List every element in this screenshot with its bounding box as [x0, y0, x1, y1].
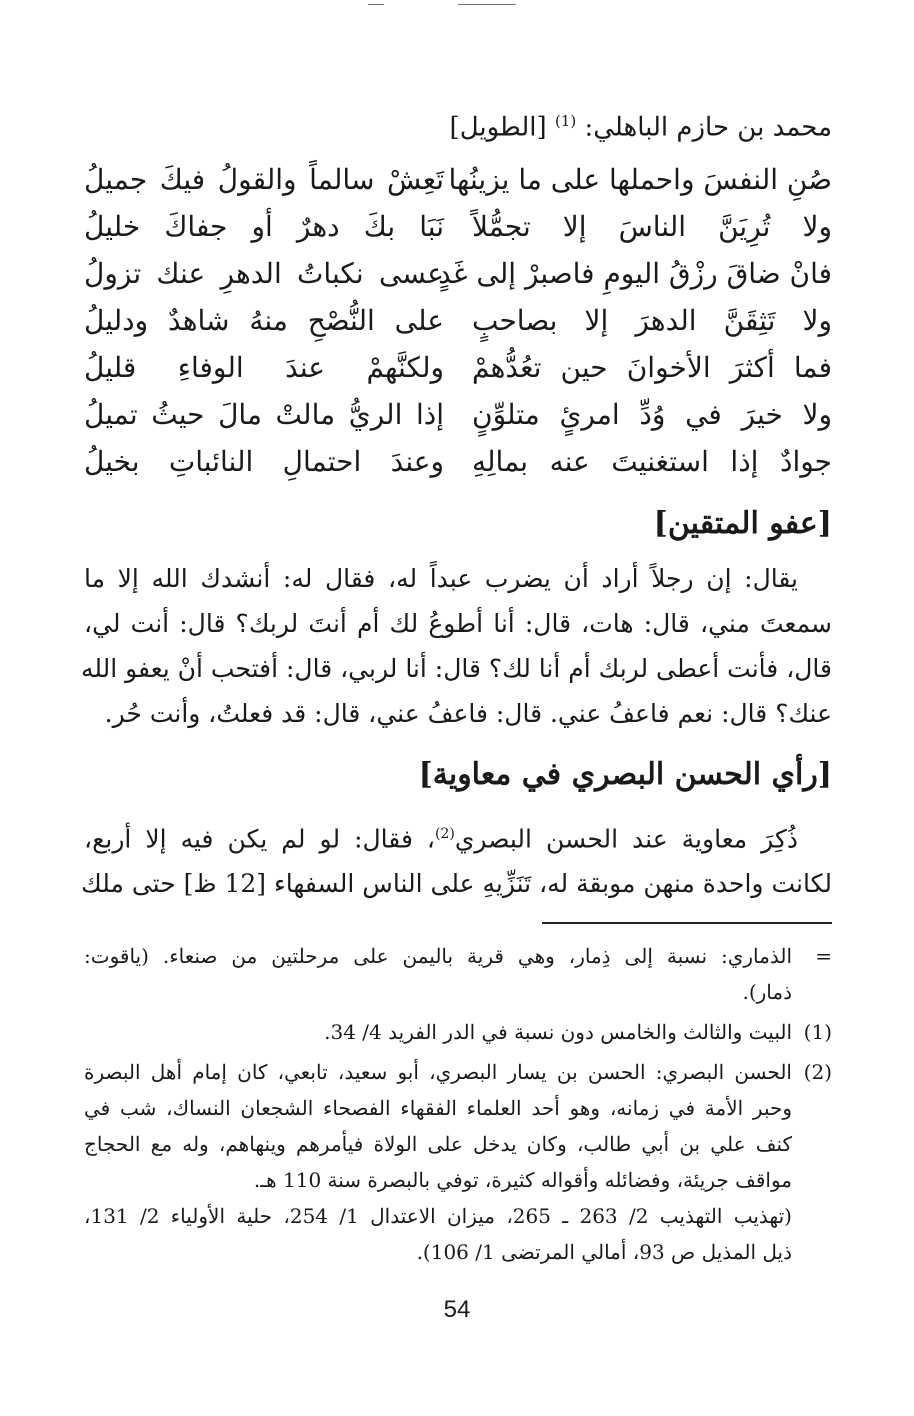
footnote-ref-2: (2): [434, 826, 455, 842]
verse-first-hemistich: ولا خيرَ في وُدِّ امرئٍ متلوِّنٍ: [472, 398, 832, 431]
paragraph-line: عنك؟ قال: نعم فاعفُ عني. قال: فاعفُ عني، قال: قد فعلتُ، وأنت حُر.: [104, 699, 832, 728]
section-heading-hasan: [رأي الحسن البصري في معاوية]: [418, 757, 832, 792]
footnote-line: الحسن البصري: الحسن بن يسار البصري، أبو سعيد، تابعي، كان إمام أهل البصرة: [84, 1060, 792, 1084]
footnote-continuation: [84, 938, 832, 1010]
footnote-line: ذيل المذيل ص 93، أمالي المرتضى 1/ 106).: [416, 1240, 792, 1264]
verse-first-hemistich: جوادٌ إذا استغنيتَ عنه بمالِهِ: [472, 445, 832, 478]
verse-first-hemistich: ولا تُرِيَنَّ الناسَ إلا تجمُّلاً: [472, 210, 832, 243]
verse-1: [84, 163, 832, 209]
verse-7: [84, 445, 832, 491]
paragraph-line: قال، فأنت أعطى لربك أم أنا لك؟ قال: أنا لربي، قال: أفتحب أنْ يعفو الله: [80, 654, 832, 683]
footnote-line: ذمار).: [742, 980, 792, 1004]
verse-first-hemistich: فانْ ضاقَ رزْقُ اليومِ فاصبرْ إلى غَدٍ: [438, 257, 832, 290]
verse-second-hemistich: عسى نكباتُ الدهرِ عنك تزولُ: [84, 257, 444, 290]
poem-meter: [الطويل]: [449, 112, 547, 143]
footnote-mark: (1): [803, 1020, 832, 1044]
verse-second-hemistich: وعندَ احتمالِ النائباتِ بخيلُ: [84, 445, 444, 478]
page-number: 54: [443, 1296, 471, 1323]
verse-second-hemistich: ولكنَّهمْ عندَ الوفاءِ قليلُ: [84, 351, 444, 384]
footnote-separator: [542, 922, 832, 924]
header-rule-long: [458, 4, 516, 5]
section-heading-pardon: [عفو المتقين]: [653, 506, 832, 541]
paragraph-line: لكانت واحدة منهن موبقة له، تَنَزِّيهِ على الناس السفهاء [12 ظ] حتى ملك: [81, 869, 832, 899]
footnote-line: (تهذيب التهذيب 2/ 263 ـ 265، ميزان الاعتدال 1/ 254، حلية الأولياء 2/ 131،: [84, 1204, 792, 1228]
footnote-line: وحبر الأمة في زمانه، وهو أحد العلماء الفقهاء الفصحاء الشجعان النساك، شب في: [84, 1096, 792, 1120]
verse-second-hemistich: على النُّصْحِ منهُ شاهدٌ ودليلُ: [84, 304, 444, 337]
poem-attribution: [450, 112, 832, 143]
verse-5: [84, 351, 832, 397]
verse-3: [84, 257, 832, 303]
footnote-line: مواقف جريئة، وفضائله وأقواله كثيرة، توفي بالبصرة سنة 110 هـ.: [253, 1168, 792, 1192]
footnote-line: البيت والثالث والخامس دون نسبة في الدر الفريد 4/ 34.: [324, 1020, 792, 1044]
paragraph-hasan: [81, 812, 832, 906]
verse-second-hemistich: تَعِشْ سالماً والقولُ فيكَ جميلُ: [84, 163, 444, 196]
footnote-line: الذماري: نسبة إلى ذِمار، وهي قرية باليمن على مرحلتين من صنعاء. (ياقوت:: [84, 944, 792, 968]
footnote-2: [84, 1054, 832, 1270]
footnote-ref-1: (1): [554, 112, 577, 130]
verse-first-hemistich: صُنِ النفسَ واحملها على ما يزينُها: [448, 163, 832, 196]
paragraph-line: يقال: إن رجلاً أراد أن يضرب عبداً له، فقال له: أنشدك الله إلا ما: [84, 564, 798, 593]
verse-2: [84, 210, 832, 256]
footnote-1: [84, 1014, 832, 1050]
footnotes: [84, 938, 832, 1270]
verse-first-hemistich: ولا تَثِقَنَّ الدهرَ إلا بصاحبٍ: [472, 304, 832, 337]
paragraph-line: [84, 812, 832, 861]
verse-second-hemistich: إذا الريُّ مالتْ مالَ حيثُ تميلُ: [84, 398, 444, 431]
paragraph-pardon: [80, 556, 832, 736]
footnote-line: كنف علي بن أبي طالب، وكان يدخل على الولاة فيأمرهم وينهاهم، وله مع الحجاج: [84, 1132, 792, 1156]
paragraph-text: ، فقال: لو لم يكن فيه إلا أربع،: [84, 824, 435, 854]
verse-second-hemistich: نَبَا بكَ دهرٌ أو جفاكَ خليلُ: [84, 210, 444, 243]
footnote-mark: =: [815, 944, 832, 968]
verse-4: [84, 304, 832, 350]
paragraph-line: سمعتَ مني، قال: هات، قال: أنا أطوعُ لك أم أنتَ لربك؟ قال: أنت لي،: [84, 609, 832, 638]
poet-name: محمد بن حازم الباهلي:: [584, 112, 832, 143]
verse-6: [84, 398, 832, 444]
header-rule-short: [368, 4, 384, 5]
verse-first-hemistich: فما أكثرَ الأخوانَ حين تعُدُّهمْ: [472, 351, 832, 384]
footnote-mark: (2): [803, 1060, 832, 1084]
paragraph-text: ذُكِرَ معاوية عند الحسن البصري: [454, 824, 798, 854]
